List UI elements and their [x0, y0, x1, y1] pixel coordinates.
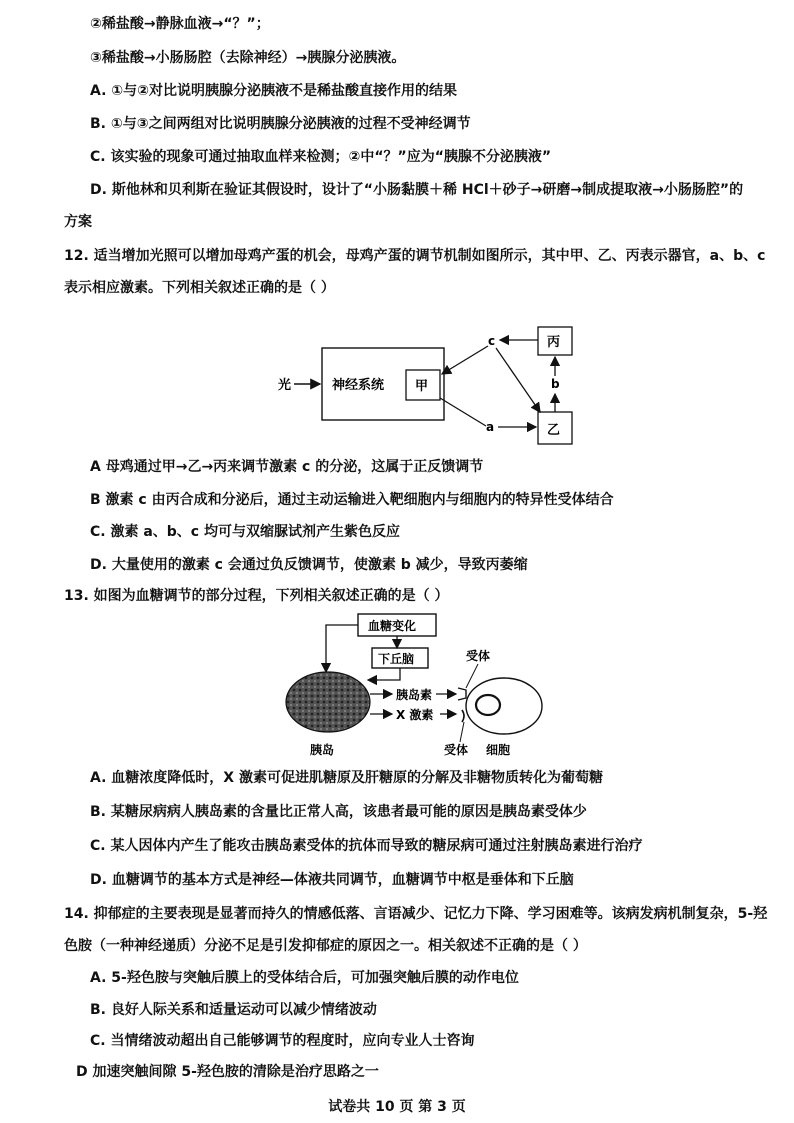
q12-option-a: A 母鸡通过甲→乙→丙来调节激素 c 的分泌，这属于正反馈调节 [90, 459, 484, 475]
q14-option-b: B. 良好人际关系和适量运动可以减少情绪波动 [90, 1002, 377, 1018]
insulin-label: 胰岛素 [396, 688, 433, 702]
light-label: 光 [278, 378, 292, 393]
q12-option-d: D. 大量使用的激素 c 会通过负反馈调节，使激素 b 减少，导致丙萎缩 [90, 557, 528, 573]
q12-stem-1: 12. 适当增加光照可以增加母鸡产蛋的机会，母鸡产蛋的调节机制如图所示，其中甲、乙、丙表示器官，a、b、c [64, 248, 766, 264]
nucleus-shape [476, 695, 500, 715]
q14-option-d: D 加速突触间隙 5-羟色胺的清除是治疗思路之一 [76, 1064, 379, 1080]
q14-option-c: C. 当情绪波动超出自己能够调节的程度时，应向专业人士咨询 [90, 1033, 475, 1049]
hormone-b-label: b [551, 377, 560, 391]
cell-label: 细胞 [486, 743, 511, 757]
blood-sugar-change-label: 血糖变化 [368, 619, 417, 633]
hypothalamus-label: 下丘脑 [378, 652, 415, 666]
yi-label: 乙 [547, 423, 561, 438]
q11-option-c: C. 该实验的现象可通过抽取血样来检测；②中“？”应为“胰腺不分泌胰液” [90, 149, 552, 165]
nervous-system-label: 神经系统 [332, 378, 385, 393]
jia-label: 甲 [415, 379, 429, 394]
islet-shape [286, 672, 370, 732]
q14-option-a: A. 5-羟色胺与突触后膜上的受体结合后，可加强突触后膜的动作电位 [90, 970, 519, 986]
q11-line-2: ②稀盐酸→静脉血液→“？”； [90, 16, 270, 32]
bing-label: 丙 [547, 335, 561, 350]
q12-option-c: C. 激素 a、b、c 均可与双缩脲试剂产生紫色反应 [90, 524, 400, 540]
hormone-a-label: a [486, 420, 495, 434]
receptor-bottom-label: 受体 [444, 743, 469, 757]
q13-option-a: A. 血糖浓度降低时，X 激素可促进肌糖原及肝糖原的分解及非糖物质转化为葡萄糖 [90, 770, 603, 786]
q11-option-b: B. ①与③之间两组对比说明胰腺分泌胰液的过程不受神经调节 [90, 116, 471, 132]
q11-option-a: A. ①与②对比说明胰腺分泌胰液不是稀盐酸直接作用的结果 [90, 83, 457, 99]
q13-stem: 13. 如图为血糖调节的部分过程，下列相关叙述正确的是（ ） [64, 588, 449, 604]
q13-option-b: B. 某糖尿病病人胰岛素的含量比正常人高，该患者最可能的原因是胰岛素受体少 [90, 804, 587, 820]
q12-diagram [260, 312, 600, 452]
page-footer: 试卷共 10 页 第 3 页 [328, 1099, 466, 1115]
q11-option-d: D. 斯他林和贝利斯在验证其假设时，设计了“小肠黏膜＋稀 HCl＋砂子→研磨→制成提取液→小肠肠腔”的 [90, 182, 744, 198]
receptor-insulin-shape [458, 688, 466, 700]
receptor-top-label: 受体 [466, 649, 491, 663]
q12-stem-2: 表示相应激素。下列相关叙述正确的是（ ） [64, 280, 335, 296]
q14-stem-2: 色胺（一种神经递质）分泌不足是引发抑郁症的原因之一。相关叙述不正确的是（ ） [64, 938, 587, 954]
receptor-x-shape [462, 710, 464, 722]
q13-option-c: C. 某人因体内产生了能攻击胰岛素受体的抗体而导致的糖尿病可通过注射胰岛素进行治疗 [90, 838, 643, 854]
q12-option-b: B 激素 c 由丙合成和分泌后，通过主动运输进入靶细胞内与细胞内的特异性受体结合 [90, 492, 614, 508]
q13-diagram [280, 610, 560, 762]
q11-option-d-cont: 方案 [64, 214, 92, 230]
q11-line-3: ③稀盐酸→小肠肠腔（去除神经）→胰腺分泌胰液。 [90, 50, 406, 66]
x-hormone-label: X 激素 [396, 708, 434, 722]
hormone-c-label: c [488, 334, 496, 348]
islet-label: 胰岛 [310, 743, 335, 757]
q14-stem-1: 14. 抑郁症的主要表现是显著而持久的情感低落、言语减少、记忆力下降、学习困难等。该病发病机制复杂，5-羟 [64, 906, 768, 922]
q13-option-d: D. 血糖调节的基本方式是神经—体液共同调节，血糖调节中枢是垂体和下丘脑 [90, 872, 574, 888]
